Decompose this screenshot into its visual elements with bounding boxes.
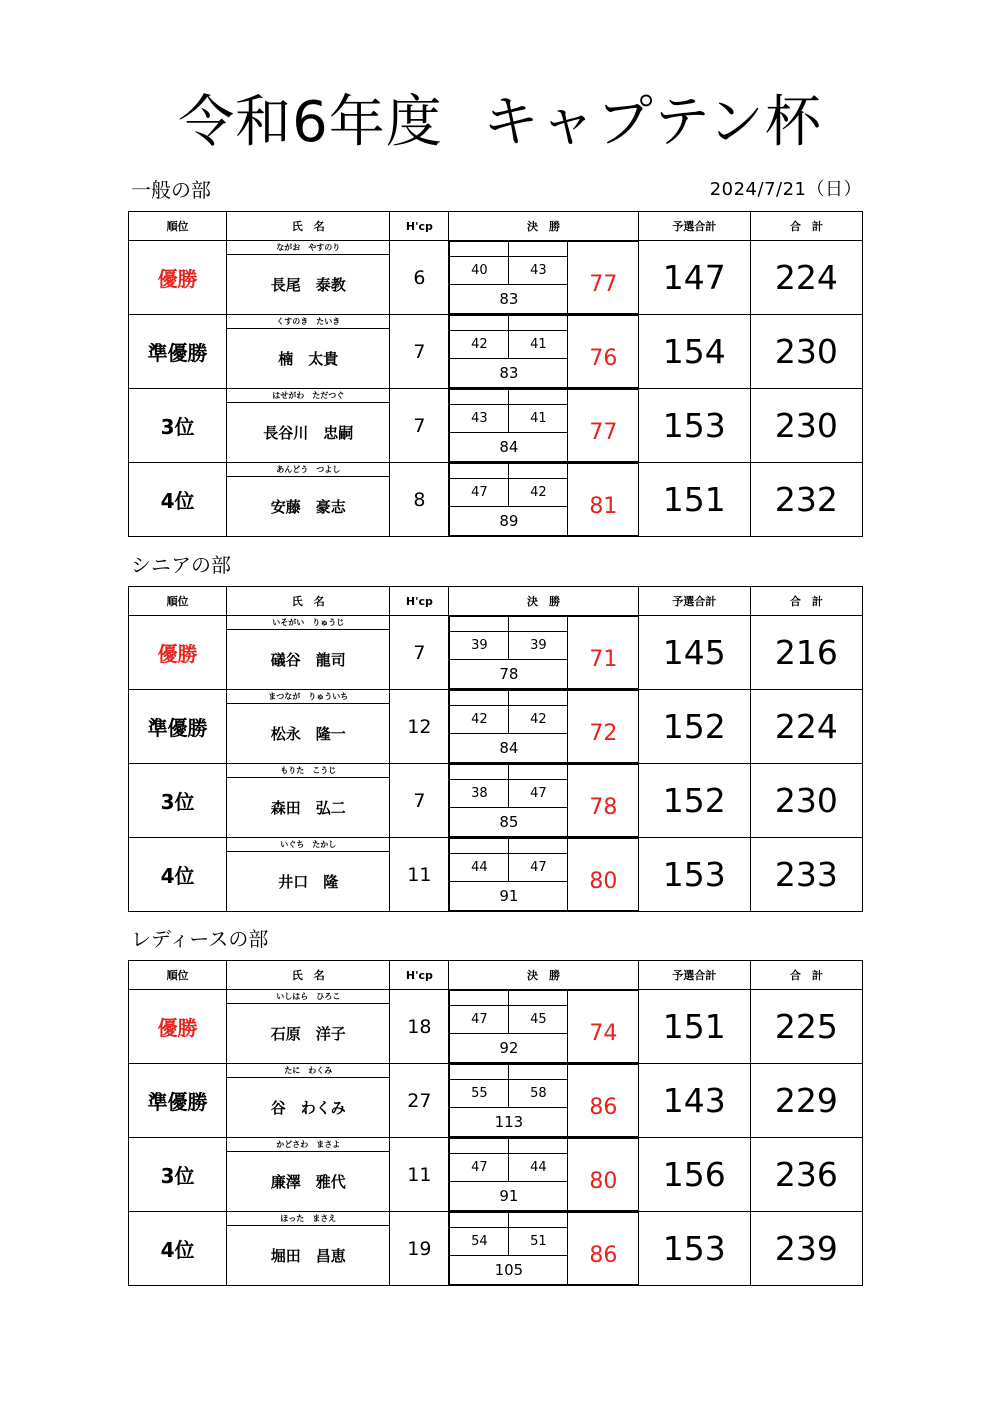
player-name: 松永 隆一 [227,704,390,764]
furigana: かどさわ まさよ [227,1138,390,1152]
header-prelim: 予選合計 [638,961,750,990]
header-row [129,961,863,990]
handicap: 7 [390,315,449,389]
out-score: 47 [450,1006,509,1034]
prelim-total: 151 [638,990,750,1064]
furigana: ほった まさえ [227,1212,390,1226]
gross-score: 83 [450,285,568,314]
grand-total: 230 [750,389,862,463]
in-score: 42 [509,706,568,734]
final-scores [449,1212,638,1286]
results-table [128,211,863,537]
player-name: 楠 太貴 [227,329,390,389]
out-score: 55 [450,1080,509,1108]
in-score: 44 [509,1154,568,1182]
out-score: 42 [450,706,509,734]
final-scores [449,1138,638,1212]
header-prelim: 予選合計 [638,587,750,616]
table-row [129,838,863,852]
grand-total: 233 [750,838,862,912]
handicap: 11 [390,838,449,912]
final-scores [449,315,638,389]
in-score: 58 [509,1080,568,1108]
gross-score: 78 [450,660,568,689]
handicap: 19 [390,1212,449,1286]
handicap: 7 [390,389,449,463]
rank-cell: 4位 [129,838,227,912]
final-net-score: 81 [568,464,639,536]
header-name: 氏 名 [227,961,390,990]
table-row [129,1064,863,1078]
rank-cell: 3位 [129,389,227,463]
prelim-total: 153 [638,838,750,912]
handicap: 12 [390,690,449,764]
gross-score: 89 [450,507,568,536]
handicap: 18 [390,990,449,1064]
grand-total: 224 [750,690,862,764]
in-score: 47 [509,780,568,808]
furigana: ながお やすのり [227,241,390,255]
handicap: 11 [390,1138,449,1212]
final-net-score: 74 [568,991,639,1063]
out-score: 40 [450,257,509,285]
player-name: 長尾 泰教 [227,255,390,315]
in-score: 45 [509,1006,568,1034]
gross-score: 91 [450,1182,568,1211]
in-score: 39 [509,632,568,660]
header-total: 合 計 [750,212,862,241]
out-score: 47 [450,1154,509,1182]
table-row [129,1138,863,1152]
handicap: 6 [390,241,449,315]
prelim-total: 154 [638,315,750,389]
section-label: レディースの部 [131,927,269,951]
in-score: 41 [509,331,568,359]
final-net-score: 86 [568,1065,639,1137]
prelim-total: 152 [638,764,750,838]
gross-score: 113 [450,1108,568,1137]
player-name: 井口 隆 [227,852,390,912]
final-net-score: 80 [568,1139,639,1211]
handicap: 27 [390,1064,449,1138]
header-rank: 順位 [129,587,227,616]
furigana: はせがわ ただつぐ [227,389,390,403]
player-name: 廉澤 雅代 [227,1152,390,1212]
player-name: 長谷川 忠嗣 [227,403,390,463]
gross-score: 84 [450,734,568,763]
rank-cell: 準優勝 [129,1064,227,1138]
rank-cell: 優勝 [129,990,227,1064]
prelim-total: 152 [638,690,750,764]
furigana: いぐち たかし [227,838,390,852]
furigana: たに わくみ [227,1064,390,1078]
header-final: 決 勝 [449,212,638,241]
table-row [129,389,863,403]
player-name: 石原 洋子 [227,1004,390,1064]
rank-cell: 3位 [129,764,227,838]
rank-cell: 準優勝 [129,315,227,389]
event-date: 2024/7/21（日） [709,179,862,200]
header-final: 決 勝 [449,961,638,990]
table-row [129,315,863,329]
prelim-total: 153 [638,389,750,463]
final-scores [449,616,638,690]
gross-score: 92 [450,1034,568,1063]
table-row [129,764,863,778]
header-rank: 順位 [129,961,227,990]
gross-score: 105 [450,1256,568,1285]
final-net-score: 77 [568,242,639,314]
section-label: シニアの部 [131,553,231,577]
furigana: いしはら ひろこ [227,990,390,1004]
header-total: 合 計 [750,961,862,990]
player-name: 安藤 豪志 [227,477,390,537]
header-total: 合 計 [750,587,862,616]
results-table [128,960,863,1286]
gross-score: 83 [450,359,568,388]
rank-cell: 4位 [129,1212,227,1286]
final-scores [449,990,638,1064]
player-name: 礒谷 龍司 [227,630,390,690]
grand-total: 229 [750,1064,862,1138]
header-final: 決 勝 [449,587,638,616]
header-hcp: H'cp [390,961,449,990]
gross-score: 84 [450,433,568,462]
prelim-total: 156 [638,1138,750,1212]
prelim-total: 151 [638,463,750,537]
rank-cell: 準優勝 [129,690,227,764]
table-row [129,241,863,255]
final-net-score: 72 [568,691,639,763]
prelim-total: 143 [638,1064,750,1138]
prelim-total: 153 [638,1212,750,1286]
furigana: まつなが りゅういち [227,690,390,704]
final-scores [449,690,638,764]
final-scores [449,241,638,315]
grand-total: 224 [750,241,862,315]
section-label: 一般の部 [131,178,211,202]
final-net-score: 76 [568,316,639,388]
out-score: 44 [450,854,509,882]
grand-total: 230 [750,315,862,389]
furigana: もりた こうじ [227,764,390,778]
in-score: 47 [509,854,568,882]
rank-cell: 4位 [129,463,227,537]
in-score: 42 [509,479,568,507]
out-score: 43 [450,405,509,433]
player-name: 堀田 昌恵 [227,1226,390,1286]
final-scores [449,1064,638,1138]
final-net-score: 80 [568,839,639,911]
results-table [128,586,863,912]
table-row [129,690,863,704]
grand-total: 232 [750,463,862,537]
header-hcp: H'cp [390,212,449,241]
final-scores [449,463,638,537]
title-sub: キャプテン杯 [482,90,822,155]
title-main: 令和6年度 [178,90,443,155]
out-score: 47 [450,479,509,507]
header-name: 氏 名 [227,587,390,616]
out-score: 38 [450,780,509,808]
header-rank: 順位 [129,212,227,241]
rank-cell: 優勝 [129,616,227,690]
final-net-score: 77 [568,390,639,462]
grand-total: 216 [750,616,862,690]
final-net-score: 86 [568,1213,639,1285]
final-net-score: 71 [568,617,639,689]
grand-total: 230 [750,764,862,838]
final-scores [449,764,638,838]
furigana: くすのき たいき [227,315,390,329]
gross-score: 85 [450,808,568,837]
gross-score: 91 [450,882,568,911]
out-score: 42 [450,331,509,359]
grand-total: 225 [750,990,862,1064]
header-name: 氏 名 [227,212,390,241]
page-title [0,88,1000,158]
handicap: 8 [390,463,449,537]
handicap: 7 [390,616,449,690]
final-scores [449,838,638,912]
final-net-score: 78 [568,765,639,837]
in-score: 51 [509,1228,568,1256]
out-score: 54 [450,1228,509,1256]
furigana: いそがい りゅうじ [227,616,390,630]
header-row [129,212,863,241]
prelim-total: 147 [638,241,750,315]
final-scores [449,389,638,463]
in-score: 43 [509,257,568,285]
player-name: 森田 弘二 [227,778,390,838]
out-score: 39 [450,632,509,660]
grand-total: 239 [750,1212,862,1286]
header-prelim: 予選合計 [638,212,750,241]
rank-cell: 3位 [129,1138,227,1212]
grand-total: 236 [750,1138,862,1212]
table-row [129,1212,863,1226]
in-score: 41 [509,405,568,433]
header-row [129,587,863,616]
table-row [129,990,863,1004]
table-row [129,463,863,477]
prelim-total: 145 [638,616,750,690]
handicap: 7 [390,764,449,838]
furigana: あんどう つよし [227,463,390,477]
player-name: 谷 わくみ [227,1078,390,1138]
rank-cell: 優勝 [129,241,227,315]
table-row [129,616,863,630]
header-hcp: H'cp [390,587,449,616]
